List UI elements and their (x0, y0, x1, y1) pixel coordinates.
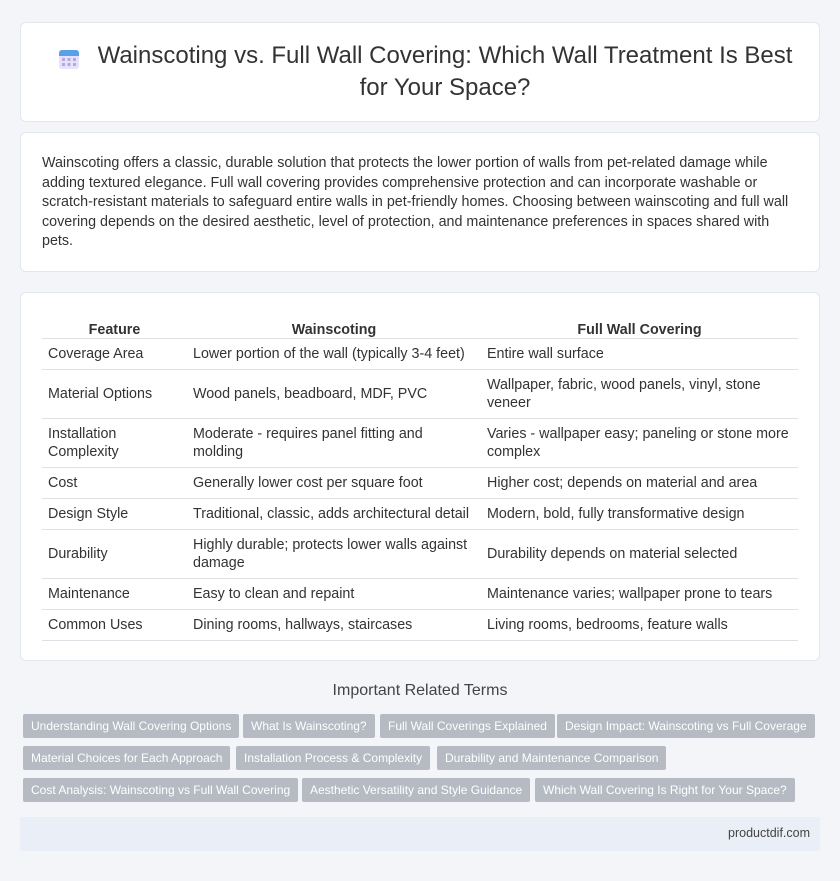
table-cell: Modern, bold, fully transformative design (481, 498, 798, 529)
related-term-tag[interactable]: Which Wall Covering Is Right for Your Space? (535, 778, 795, 802)
table-row (42, 467, 798, 498)
table-cell: Living rooms, bedrooms, feature walls (481, 609, 798, 640)
table-cell: Higher cost; depends on material and area (481, 467, 798, 498)
related-term-tag[interactable]: Installation Process & Complexity (236, 746, 430, 770)
title-wrap (21, 23, 819, 121)
table-cell: Wood panels, beadboard, MDF, PVC (187, 369, 481, 418)
header-card (20, 22, 820, 122)
table-cell: Durability (42, 529, 187, 578)
table-cell: Easy to clean and repaint (187, 578, 481, 609)
page-title: Wainscoting vs. Full Wall Covering: Which Wall Treatment Is Best for Your Space? (97, 42, 793, 101)
table-cell: Installation Complexity (42, 418, 187, 467)
table-cell: Design Style (42, 498, 187, 529)
related-term-tag[interactable]: What Is Wainscoting? (243, 714, 375, 738)
related-term-tag[interactable]: Design Impact: Wainscoting vs Full Coverage (557, 714, 815, 738)
related-terms-title: Important Related Terms (332, 682, 508, 699)
related-term-tag[interactable]: Durability and Maintenance Comparison (437, 746, 666, 770)
related-term-tag[interactable]: Cost Analysis: Wainscoting vs Full Wall Covering (23, 778, 298, 802)
table-row (42, 578, 798, 609)
comparison-card (20, 292, 820, 661)
table-cell: Material Options (42, 369, 187, 418)
table-cell: Coverage Area (42, 338, 187, 369)
table-cell: Wallpaper, fabric, wood panels, vinyl, stone veneer (481, 369, 798, 418)
table-cell: Entire wall surface (481, 338, 798, 369)
column-header: Feature (42, 315, 187, 338)
table-cell: Highly durable; protects lower walls against damage (187, 529, 481, 578)
table-cell: Common Uses (42, 609, 187, 640)
table-cell: Dining rooms, hallways, staircases (187, 609, 481, 640)
table-cell: Maintenance varies; wallpaper prone to tears (481, 578, 798, 609)
intro-card (20, 132, 820, 272)
intro-text: Wainscoting offers a classic, durable solution that protects the lower portion of walls from pet-related damage while adding textured elegance. Full wall covering provides comprehensive protection and can incorporate washable or scratch-resistant materials to safeguard entire walls in pet-friendly homes. Choosing between wainscoting and full wall covering depends on the desired aesthetic, level of protection, and maintenance preferences in spaces shared with pets. (42, 155, 789, 250)
related-term-tag[interactable]: Understanding Wall Covering Options (23, 714, 239, 738)
table-cell: Lower portion of the wall (typically 3-4 feet) (187, 338, 481, 369)
table-row (42, 498, 798, 529)
table-cell: Durability depends on material selected (481, 529, 798, 578)
table-cell: Maintenance (42, 578, 187, 609)
table-header-row (42, 315, 798, 338)
column-header: Full Wall Covering (481, 315, 798, 338)
related-term-tag[interactable]: Aesthetic Versatility and Style Guidance (302, 778, 530, 802)
table-cell: Varies - wallpaper easy; paneling or stone more complex (481, 418, 798, 467)
table-row (42, 609, 798, 640)
table-row (42, 338, 798, 369)
table-cell: Generally lower cost per square foot (187, 467, 481, 498)
table-row (42, 418, 798, 467)
table-row (42, 529, 798, 578)
related-term-tag[interactable]: Material Choices for Each Approach (23, 746, 230, 770)
table-row (42, 369, 798, 418)
column-header: Wainscoting (187, 315, 481, 338)
table-cell: Moderate - requires panel fitting and molding (187, 418, 481, 467)
table-cell: Cost (42, 467, 187, 498)
footer (20, 817, 820, 851)
footer-site-link[interactable]: productdif.com (728, 826, 810, 840)
table-cell: Traditional, classic, adds architectural detail (187, 498, 481, 529)
related-term-tag[interactable]: Full Wall Coverings Explained (380, 714, 555, 738)
comparison-table (42, 315, 798, 641)
